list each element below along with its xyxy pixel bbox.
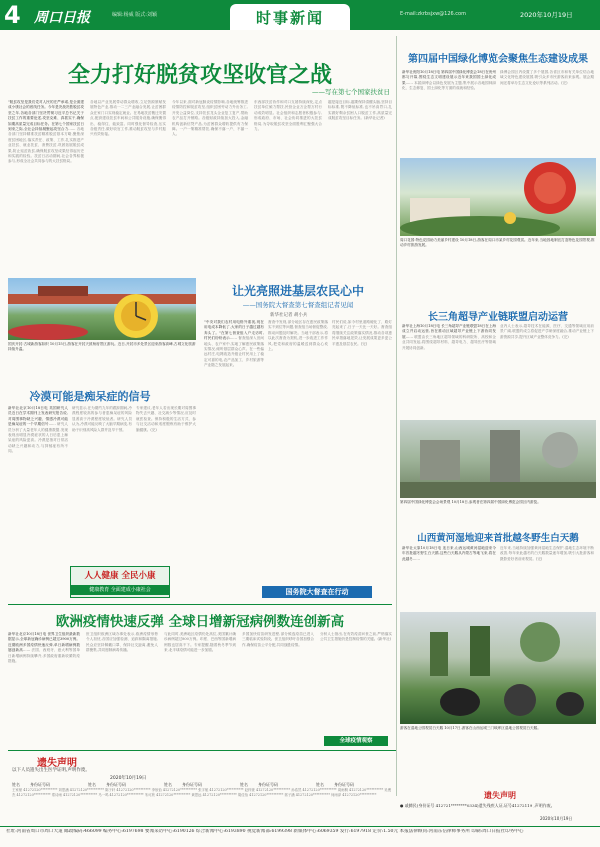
paper-name: 周口日报	[34, 10, 90, 26]
lead-body-col2: 各地以产业发展带动群众增收,立足资源禀赋发展特色产业,推动一二三产业融合发展,让贫困群众在家门口实现稳定就业。在易地扶贫搬迁安置点,配套建设扶贫车间和公共服务设施,确保搬得出、稳得住、能致富。同时强化督导检查,压实各级责任,做好收官工作,推动脱贫攻坚与乡村振兴有效衔接。	[90, 100, 166, 137]
health-ad-line2: 健康教育 全面建成小康社会	[70, 585, 170, 595]
lost-notice-right-date: 2020年10月19日	[540, 816, 573, 821]
rural-byline: 新华社记者 胡小兵	[270, 313, 308, 318]
swan-photo	[400, 612, 596, 724]
notice-top-rule	[8, 750, 396, 751]
superconductor-body-col2: 业内人士表示,超导技术在能源、医疗、交通等领域应用前景广阔,联盟的成立将促进产学研深度融合,推动产业链上下游资源共享,提升区域产业整体竞争力。(完)	[500, 324, 594, 339]
dementia-body-col2: 研究显示,在为期约九年的跟踪期间,冷漠程度较高的参与者患痴呆症的风险显著高于冷漠程度较低者。研究人员认为,冷漠可能反映了大脑早期病变,有助于识别高风险人群并及早干预。	[72, 406, 132, 432]
lead-body-col3: 今年以来,面对新冠肺炎疫情影响,各地统筹推进疫情防控和脱贫攻坚,组织贫困劳动力外出务工,开发公益岗位,支持扶贫龙头企业复工复产,帮助农产品打开销路。各级财政持续加大投入,金融机构创新信贷产品,为贫困群众增收提供有力保障。一户一策精准帮扶,确保不落一户、不漏一人。	[172, 100, 248, 137]
dementia-body-col3: 专家建议,老年人若出现长期对周围事物失去兴趣、社交减少等情况,应及时就医检查。保持积极的生活方式、参与社交活动和适度锻炼有助于维护大脑健康。(完)	[136, 406, 196, 432]
filler-text: 各地各部门坚持精准扶贫精准脱贫基本方略,聚焦深度贫困地区,落实责任、政策、工作,扎实推进产业扶贫、就业扶贫、消费扶贫,巩固拓展脱贫成果,防止返贫致贫,确保脱贫攻坚成果经得起历史和实践的检验。扶贫日活动期间,社会各界积极参与,形成全社会共同参与的大扶贫格局。	[8, 127, 84, 164]
lead-body-col5: 越是接近目标,越要保持清醒头脑,坚持目标标准,既不降低标准,也不吊高胃口,扎实做好剩余贫困人口脱贫工作,高质量完成脱贫攻坚目标任务。(新华社记者)	[328, 100, 392, 121]
swan-body-col2: 近年来,当地持续加强黄河湿地生态保护,湿地生态环境不断改善,每年来此越冬的白天鹅数量逐年增加,吸引大批游客和摄影爱好者前来观赏。(完)	[500, 546, 594, 561]
footer-info: 社址:河南省周口市周口大道 邮政编码:466099 编务中心:6197698 要闻采访中心:6190126 综合新闻中心:6193890 视觉新闻部:6199398 新媒体中心:6069359 发行:6197918 定价:1.50元 本报法律顾问:河南东信律师事务所 印刷:周口日报社印务中心	[6, 829, 524, 834]
garden-photo	[400, 158, 596, 236]
europe-body-col4: 多国加快疫苗研发进程,部分候选疫苗已进入三期临床试验阶段。世卫组织呼吁各国加强合作,确保疫苗公平分配,共同战胜疫情。	[242, 632, 314, 647]
swan-title: 山西黄河湿地迎来首批越冬野生白天鹅	[417, 533, 579, 544]
rural-subtitle: ——国务院大督查第七督查组记者见闻	[242, 301, 354, 309]
europe-body-col1: 新华社北京10月18日电 世界卫生组织最新数据显示,全球新冠确诊病例已超过3900万例。近期欧洲多国疫情快速反弹,单日新增病例数屡创新高…… 法国、西班牙、意大利等国单日新增病例持续攀升,多国政府重新收紧防疫措施。	[8, 632, 80, 664]
europe-body-col2: 世卫组织欧洲区域办事处表示,欧洲疫情形势令人担忧,各国应加强检测、追踪和隔离措施,民众应坚持佩戴口罩、保持社交距离,避免人群聚集,共同遏制病毒传播。	[86, 632, 158, 653]
section-label: 时事新闻	[255, 9, 324, 27]
flower-clock-caption: 国庆开封:古城新游客如织 10月15日,游客在开封天波杨府景区游玩。近日,开封市多处景区迎来游客高峰,古城文化旅游持续升温。	[8, 342, 196, 351]
column-divider	[396, 36, 397, 796]
rural-body-col3: 村民们说,如今村里道路硬化了、路灯亮起来了,日子一天比一天好。督查组将继续关注政策落实情况,推动各项惠民举措落地见效,让发展成果更多更公平惠及基层农民。(完)	[332, 320, 392, 346]
rural-body-col2: 督查中发现,部分地区存在惠民政策落实不到位等问题,督查组当场督促整改,推动问题及时解决。当地干部表示,将以此次督查为契机,进一步改进工作作风,把党和政府的温暖送到群众心坎上。	[268, 320, 328, 352]
lost-notice-table: 姓名 身份证号码 姓名 身份证号码 姓名 身份证号码 姓名 身份证号码 姓名 身份证号码 王家豪 41272120********** 刘思涵 41272120********** 陈子轩 41272120********** 李欣怡 41272120********** 张宇航 41272120********** 赵梓萱 41272120********** 孙浩然 41272120********** 周雨桐 41272120********** 吴俊杰 41272120********** 郑诗雨 41272120********** 马一鸣 41272120********** 朱可欣 41272120********** 黄思远 41272120********** 胡佳怡 41272120********** 郭子涵 41272120********** 何雨泽 41272120**********	[12, 782, 392, 797]
garden-graphic	[400, 158, 596, 236]
europe-body-col3: 与此同时,美洲地区疫情仍处高位,美国累计确诊病例超过800万例。印度、巴西等国新增病例数也居高不下。专家提醒,随着秋冬季节到来,北半球疫情可能进一步加剧。	[164, 632, 236, 653]
swan-photo-caption: 游客在湿地公园观赏白天鹅 10月17日,游客在山西运城三门峡库区湿地公园观赏白天鹅。	[400, 726, 541, 730]
expo-scene-caption: 第四届中国绿化博览会会场景观 10月18日,参观者在第四届中国绿化博览会园区内游览。	[400, 500, 541, 504]
lead-body-col1	[8, 100, 84, 270]
flower-clock-photo	[8, 278, 196, 340]
swan-graphic	[400, 612, 596, 724]
greening-expo-body-col1: 新华社贵阳10月18日电 第四届中国绿化博览会18日在贵州都匀开幕,围绕生态文明建设展示近年来我国国土绿化成果…… 本届绿博会以绿色发展为主题,集中展示各地园林绿化、生态修复、国土绿化等方面的成就和经验。	[402, 70, 496, 91]
lost-notice-title: 遗失声明	[37, 758, 77, 769]
lead-body-col4: 东西部扶贫协作和对口支援持续深化,定点扶贫单位倾力帮扶,民营企业万企帮万村行动成效明显。社会组织和志愿者积极参与,形成政府、市场、社会协同推进的大扶贫格局,为夺取脱贫攻坚全面胜利汇聚强大合力。	[254, 100, 322, 132]
page-number: 4	[4, 1, 21, 29]
rural-title: 让光亮照进基层农民心中	[231, 284, 364, 298]
expo-scene-graphic	[400, 420, 596, 498]
expo-scene-photo	[400, 420, 596, 498]
lost-notice-date: 2020年10月19日	[110, 776, 147, 781]
rural-body-col1: "中央对我们农村用电格外重视,现在用电成本降低了,大家的日子越过越有奔头了。"在第七督查组入户走访时,村民们纷纷表示…… 督查组深入田间地头、农户家中,实地了解惠民政策落实情况,倾听基层群众心声。在一些偏远村庄,电网改造升级让村民用上了稳定可靠的电,农产品加工、乡村旅游等产业随之发展起来。	[204, 320, 264, 368]
rural-footer-banner: 国务院大督查在行动	[262, 586, 372, 598]
swan-body-col1: 新华社太原10月18日电 连日来,山西运城黄河湿地迎来今年首批越冬野生白天鹅,这些白天鹅从内蒙古等地飞来,将在此越冬……	[402, 546, 496, 561]
europe-top-rule	[8, 604, 392, 605]
lead-title: 全力打好脱贫攻坚收官之战	[67, 63, 332, 88]
lost-notice-intro: 以下人员遗失出生医学证明,声明作废。	[12, 768, 90, 773]
europe-body-col5: 分析人士指出,在有效疫苗问世之前,严格落实公共卫生措施仍是控制疫情的关键。(新华社)	[320, 632, 392, 642]
lead-subtitle: ——写在第七个国家扶贫日	[312, 88, 390, 96]
contact-info: E-mail:zkrbsjxw@126.com	[400, 11, 466, 17]
greening-expo-body-col2: 绿博会园区内设置了多个展园,各省区市和有关单位结合地域文化特色建设展园,吸引众多市民游客前来参观。展会期间还将举办生态文化论坛等系列活动。(完)	[500, 70, 594, 85]
europe-badge: 全球疫情观察	[324, 736, 388, 746]
superconductor-title: 长三角超导产业链联盟启动运营	[428, 312, 568, 323]
flower-clock-graphic	[8, 278, 196, 340]
lost-notice-right-title: 遗失声明	[484, 791, 516, 800]
superconductor-body-col1: 新华社上海10月18日电 长三角超导产业链联盟18日在上海成立并启动运营,旨在推动区域超导产业链上下游协同发展…… 联盟由长三角地区超导领域的科研院所、高校和企业共同发起,将围绕超导材料、超导电力、超导医疗等领域开展协同创新。	[402, 324, 496, 350]
lost-notice-right-body: ● 戚腾民(身份证号 412721********0334)遗失残疾人证,证号41272119 ,声明作废。	[400, 803, 555, 808]
edition-info: 编辑:杨威 版式:刘颖	[112, 12, 157, 18]
lead-body-text: "脱贫攻坚是我们党对人民的庄严承诺,是全面建成小康社会的底线任务。今年是决战决胜脱贫攻坚之年,各地各部门坚决贯彻习近平总书记关于扶贫工作的重要论述,攻坚克难、真抓实干,确保如期高质量完成目标任务。在第七个国家扶贫日到来之际,全社会持续凝聚起攻坚合力……	[8, 100, 84, 132]
europe-title: 欧洲疫情快速反弹 全球日增新冠病例数连创新高	[55, 614, 345, 630]
issue-date: 2020年10月19日	[520, 11, 573, 19]
garden-photo-caption: 周口花园:特色花园助力美丽乡村建设 10月18日,游客在周口市某乡村花园观赏。近年来,当地因地制宜打造特色花园景观,推动乡村旅游发展。	[400, 238, 595, 247]
greening-expo-title: 第四届中国绿化博览会聚焦生态建设成果	[408, 54, 588, 65]
health-ad-line1: 人人健康 全民小康	[84, 571, 156, 581]
dementia-title: 冷漠可能是痴呆症的信号	[29, 390, 151, 403]
footer-rule	[0, 826, 600, 827]
dementia-body-col1: 新华社北京10月18日电 英国研究人员近日在学术期刊上发表研究报告说,对周围事物缺乏兴趣、情感冷漠可能是痴呆症的一个早期信号…… 研究人员分析了大量老年人的健康数据,发现表现出明显冷漠症状的人日后患上痴呆症的风险更高。冷漠是指对日常活动缺乏兴趣和动力,与抑郁症有所不同。	[8, 406, 68, 454]
